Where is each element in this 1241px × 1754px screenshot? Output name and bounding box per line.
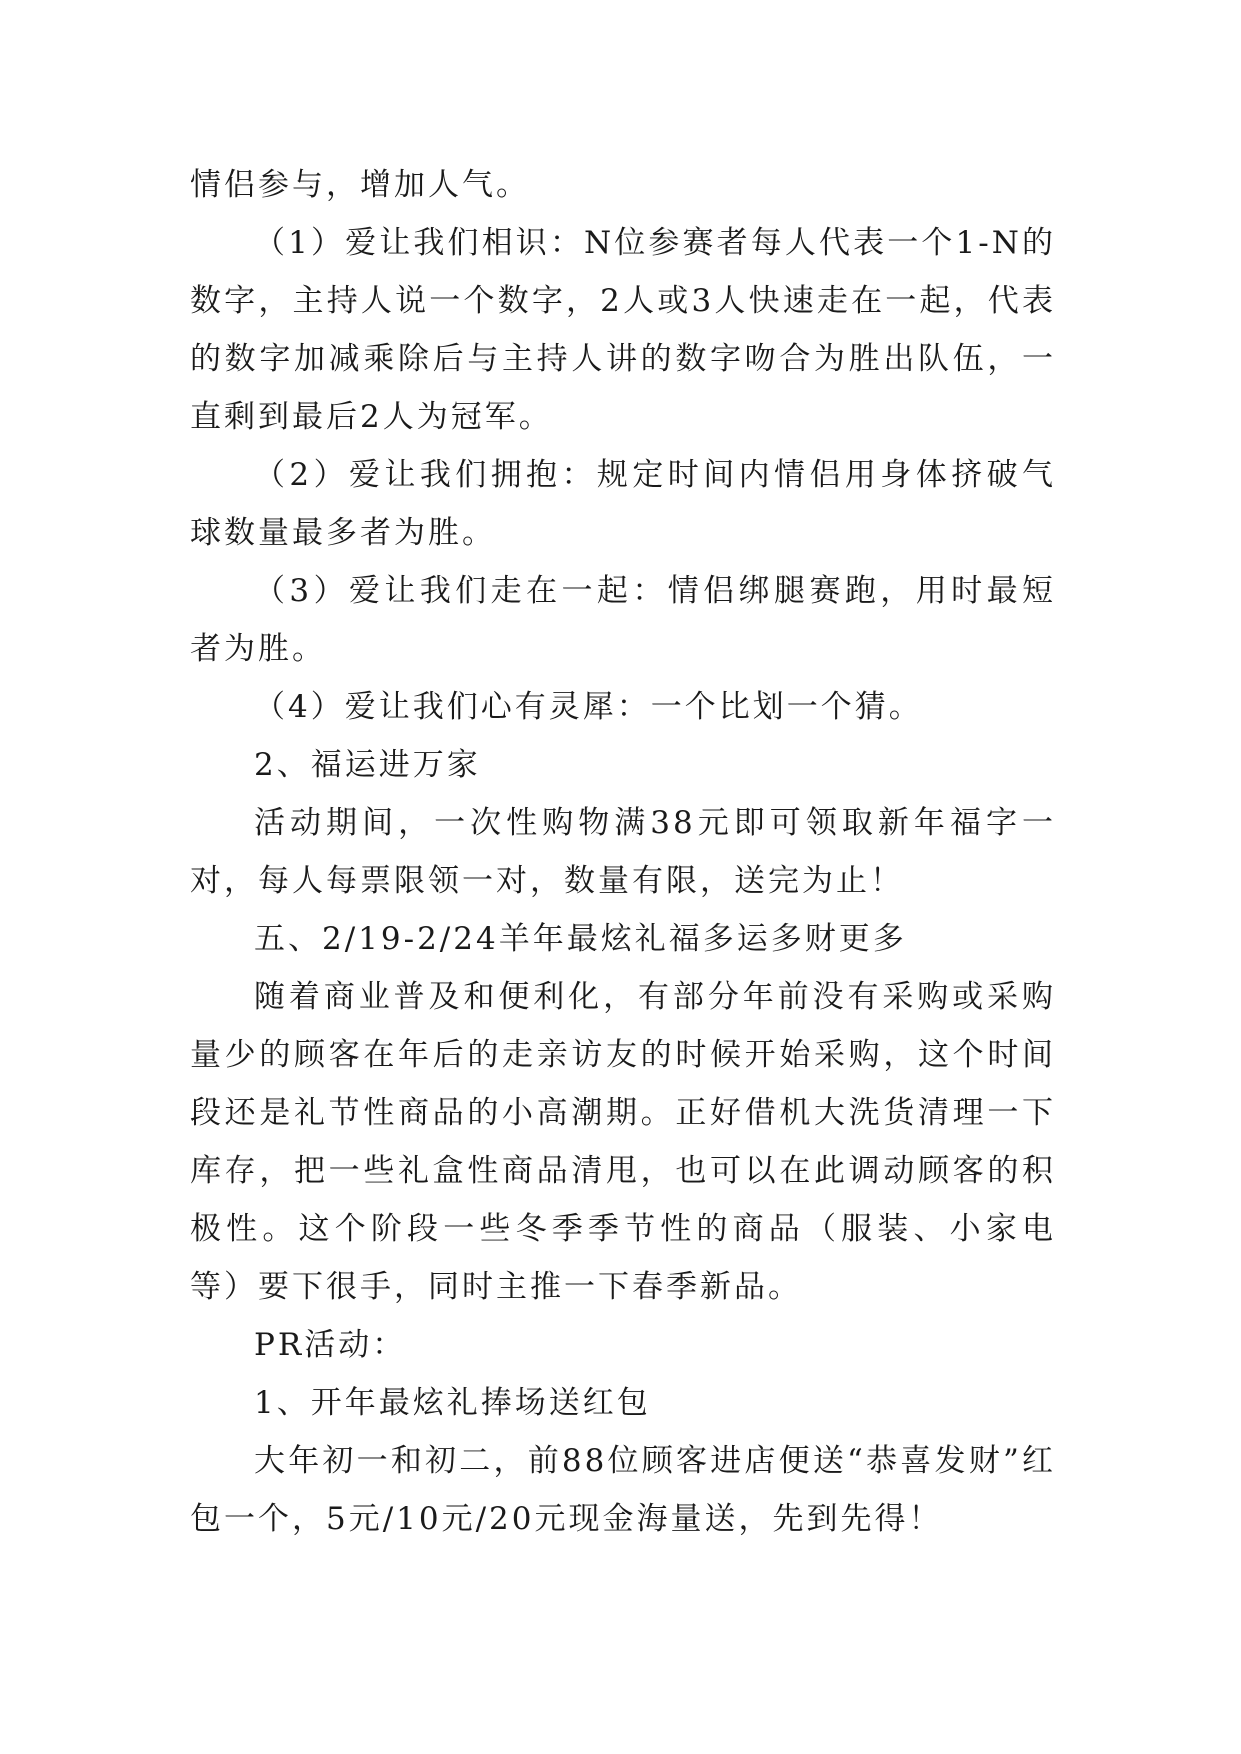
section-heading-fortune: 2、福运进万家: [254, 747, 481, 783]
section-heading-red-envelope: 1、开年最炫礼捧场送红包: [254, 1385, 651, 1421]
paragraph-game-1: （1）爱让我们相识：N位参赛者每人代表一个1-N的数字，主持人说一个数字，2人或3人快速走在一起，代表的数字加减乘除后与主持人讲的数字吻合为胜出队伍，一直剩到最后2人为冠军。: [190, 225, 1056, 435]
document-body: [190, 156, 1056, 1548]
paragraph-red-envelope-details: 大年初一和初二，前88位顾客进店便送“恭喜发财”红包一个，5元/10元/20元现金海量送，先到先得！: [190, 1443, 1056, 1537]
section-heading-pr: PR活动：: [254, 1327, 407, 1363]
paragraph-period-five-details: 随着商业普及和便利化，有部分年前没有采购或采购量少的顾客在年后的走亲访友的时候开始采购，这个时间段还是礼节性商品的小高潮期。正好借机大洗货清理一下库存，把一些礼盒性商品清甩，也可以在此调动顾客的积极性。这个阶段一些冬季季节性的商品（服装、小家电等）要下很手，同时主推一下春季新品。: [190, 979, 1056, 1305]
paragraph-fortune-details: 活动期间，一次性购物满38元即可领取新年福字一对，每人每票限领一对，数量有限，送完为止！: [190, 805, 1056, 899]
paragraph-game-4: （4）爱让我们心有灵犀：一个比划一个猜。: [254, 689, 923, 725]
paragraph-game-3: （3）爱让我们走在一起：情侣绑腿赛跑，用时最短者为胜。: [190, 573, 1056, 667]
paragraph-couples-participation: 情侣参与，增加人气。: [190, 167, 530, 203]
section-heading-period-five: 五、2/19-2/24羊年最炫礼福多运多财更多: [254, 921, 907, 957]
paragraph-game-2: （2）爱让我们拥抱：规定时间内情侣用身体挤破气球数量最多者为胜。: [190, 457, 1056, 551]
